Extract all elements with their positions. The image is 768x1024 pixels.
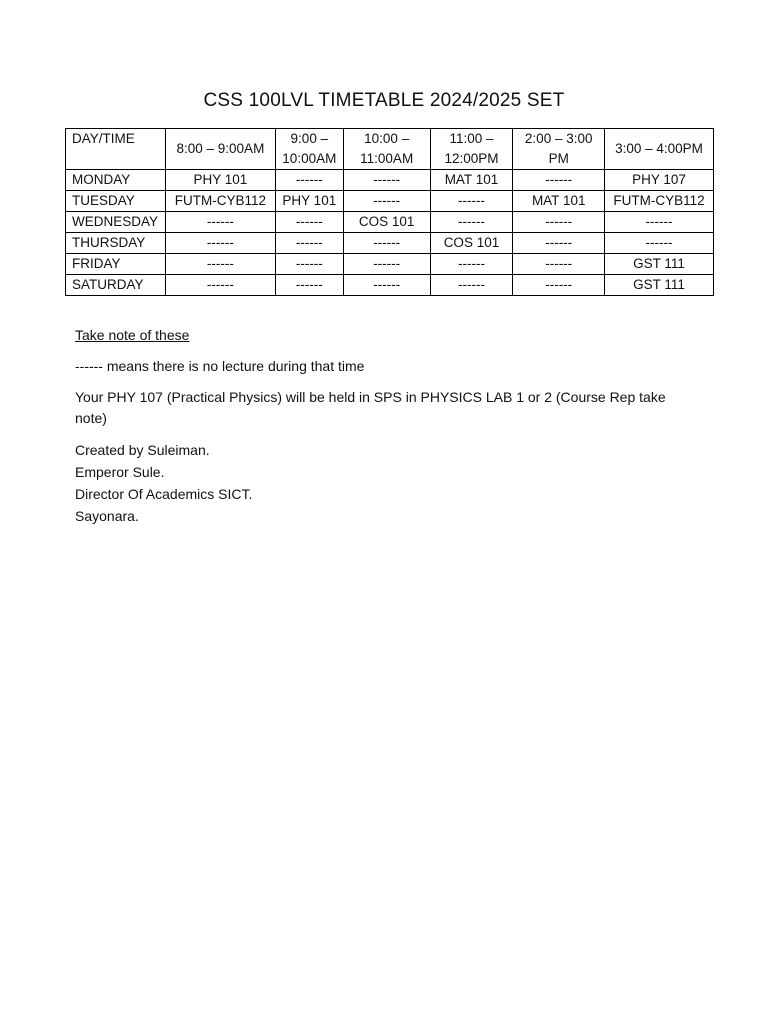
- table-cell: ------: [605, 212, 714, 233]
- table-cell: ------: [165, 212, 275, 233]
- day-cell: SATURDAY: [66, 275, 166, 296]
- table-header-row: [66, 129, 714, 170]
- table-cell: ------: [605, 233, 714, 254]
- table-row: [66, 191, 714, 212]
- table-row: [66, 170, 714, 191]
- note-dash-legend: ------ means there is no lecture during that time: [75, 358, 365, 374]
- table-cell: ------: [430, 212, 513, 233]
- table-cell: ------: [275, 233, 343, 254]
- table-cell: FUTM-CYB112: [165, 191, 275, 212]
- table-cell: MAT 101: [513, 191, 605, 212]
- table-cell: PHY 101: [165, 170, 275, 191]
- table-cell: ------: [275, 212, 343, 233]
- header-cell: 3:00 – 4:00PM: [605, 129, 714, 170]
- table-cell: ------: [513, 254, 605, 275]
- table-cell: ------: [513, 212, 605, 233]
- table-cell: ------: [165, 233, 275, 254]
- table-cell: GST 111: [605, 254, 714, 275]
- day-cell: MONDAY: [66, 170, 166, 191]
- header-cell: 11:00 – 12:00PM: [430, 129, 513, 170]
- table-cell: ------: [430, 275, 513, 296]
- notes-heading: Take note of these: [75, 327, 190, 343]
- table-cell: ------: [430, 191, 513, 212]
- header-cell: 8:00 – 9:00AM: [165, 129, 275, 170]
- timetable: [65, 128, 714, 296]
- header-cell: DAY/TIME: [66, 129, 166, 170]
- table-cell: ------: [343, 170, 430, 191]
- table-cell: ------: [343, 191, 430, 212]
- table-cell: ------: [165, 254, 275, 275]
- header-cell: 9:00 – 10:00AM: [275, 129, 343, 170]
- signoff-line: Created by Suleiman.: [75, 442, 210, 458]
- header-cell: 2:00 – 3:00 PM: [513, 129, 605, 170]
- signoff-line: Emperor Sule.: [75, 464, 165, 480]
- table-row: [66, 212, 714, 233]
- table-cell: COS 101: [430, 233, 513, 254]
- table-row: [66, 275, 714, 296]
- page-title: CSS 100LVL TIMETABLE 2024/2025 SET: [203, 90, 565, 111]
- signoff-line: Sayonara.: [75, 508, 139, 524]
- note-practical-physics: Your PHY 107 (Practical Physics) will be held in SPS in PHYSICS LAB 1 or 2 (Course Rep take note): [75, 389, 666, 426]
- day-cell: TUESDAY: [66, 191, 166, 212]
- table-row: [66, 254, 714, 275]
- table-cell: ------: [513, 275, 605, 296]
- signoff-line: Director Of Academics SICT.: [75, 486, 253, 502]
- table-cell: COS 101: [343, 212, 430, 233]
- table-cell: ------: [275, 254, 343, 275]
- day-cell: WEDNESDAY: [66, 212, 166, 233]
- table-cell: ------: [165, 275, 275, 296]
- table-cell: MAT 101: [430, 170, 513, 191]
- header-cell: 10:00 – 11:00AM: [343, 129, 430, 170]
- table-cell: ------: [343, 233, 430, 254]
- day-cell: FRIDAY: [66, 254, 166, 275]
- table-cell: PHY 107: [605, 170, 714, 191]
- table-cell: ------: [430, 254, 513, 275]
- signoff: [75, 439, 675, 527]
- table-cell: GST 111: [605, 275, 714, 296]
- table-cell: FUTM-CYB112: [605, 191, 714, 212]
- table-cell: ------: [513, 170, 605, 191]
- table-cell: ------: [275, 170, 343, 191]
- table-cell: ------: [343, 254, 430, 275]
- table-row: [66, 233, 714, 254]
- table-cell: ------: [275, 275, 343, 296]
- table-cell: ------: [343, 275, 430, 296]
- table-cell: ------: [513, 233, 605, 254]
- table-cell: PHY 101: [275, 191, 343, 212]
- notes-section: [75, 325, 675, 527]
- day-cell: THURSDAY: [66, 233, 166, 254]
